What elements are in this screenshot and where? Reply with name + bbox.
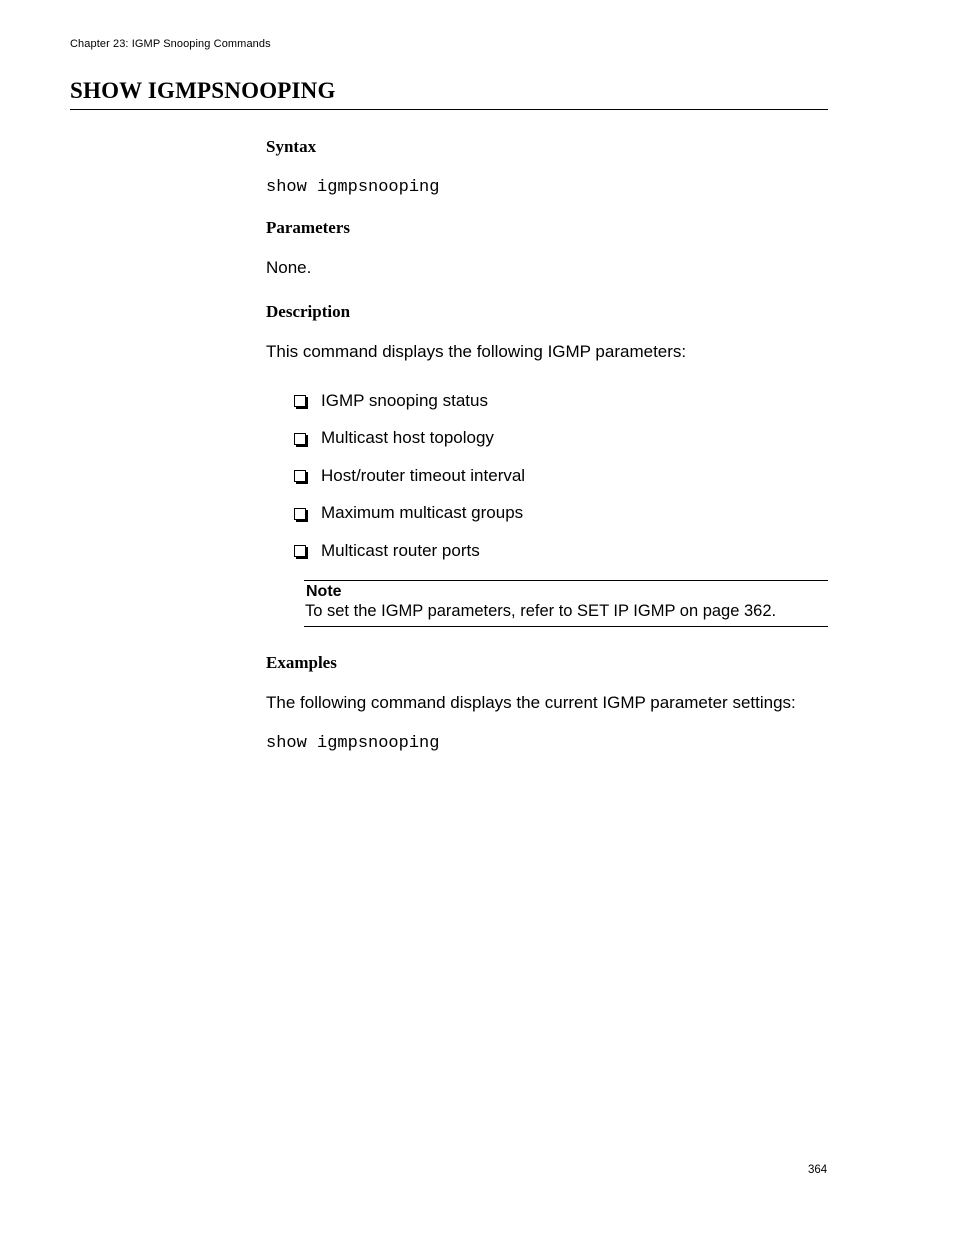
syntax-command: show igmpsnooping	[266, 178, 440, 197]
parameters-heading: Parameters	[266, 218, 351, 237]
list-item	[294, 495, 525, 533]
parameter-list	[294, 382, 525, 570]
note-label: Note	[306, 583, 342, 600]
list-item-text: Maximum multicast groups	[321, 503, 524, 523]
example-command: show igmpsnooping	[266, 734, 440, 753]
running-header: Chapter 23: IGMP Snooping Commands	[70, 38, 271, 50]
checkbox-bullet-icon	[294, 508, 306, 520]
list-item-text: Multicast host topology	[321, 428, 494, 448]
page-title: SHOW IGMPSNOOPING	[70, 78, 336, 103]
list-item	[294, 382, 525, 420]
checkbox-bullet-icon	[294, 395, 306, 407]
list-item-text: IGMP snooping status	[321, 390, 488, 410]
title-divider	[70, 109, 828, 110]
list-item	[294, 532, 525, 570]
list-item	[294, 457, 525, 495]
checkbox-bullet-icon	[294, 433, 306, 445]
description-heading: Description	[266, 302, 351, 321]
syntax-heading: Syntax	[266, 137, 317, 156]
list-item-text: Host/router timeout interval	[321, 465, 526, 485]
description-intro: This command displays the following IGMP parameters:	[266, 342, 687, 361]
note-box	[304, 580, 828, 627]
parameters-text: None.	[266, 258, 312, 277]
examples-intro: The following command displays the current IGMP parameter settings:	[266, 693, 796, 712]
list-item-text: Multicast router ports	[321, 540, 480, 560]
examples-heading: Examples	[266, 653, 337, 672]
checkbox-bullet-icon	[294, 470, 306, 482]
checkbox-bullet-icon	[294, 545, 306, 557]
page-number: 364	[808, 1164, 828, 1176]
list-item	[294, 420, 525, 458]
note-text: To set the IGMP parameters, refer to SET IP IGMP on page 362.	[305, 602, 777, 620]
